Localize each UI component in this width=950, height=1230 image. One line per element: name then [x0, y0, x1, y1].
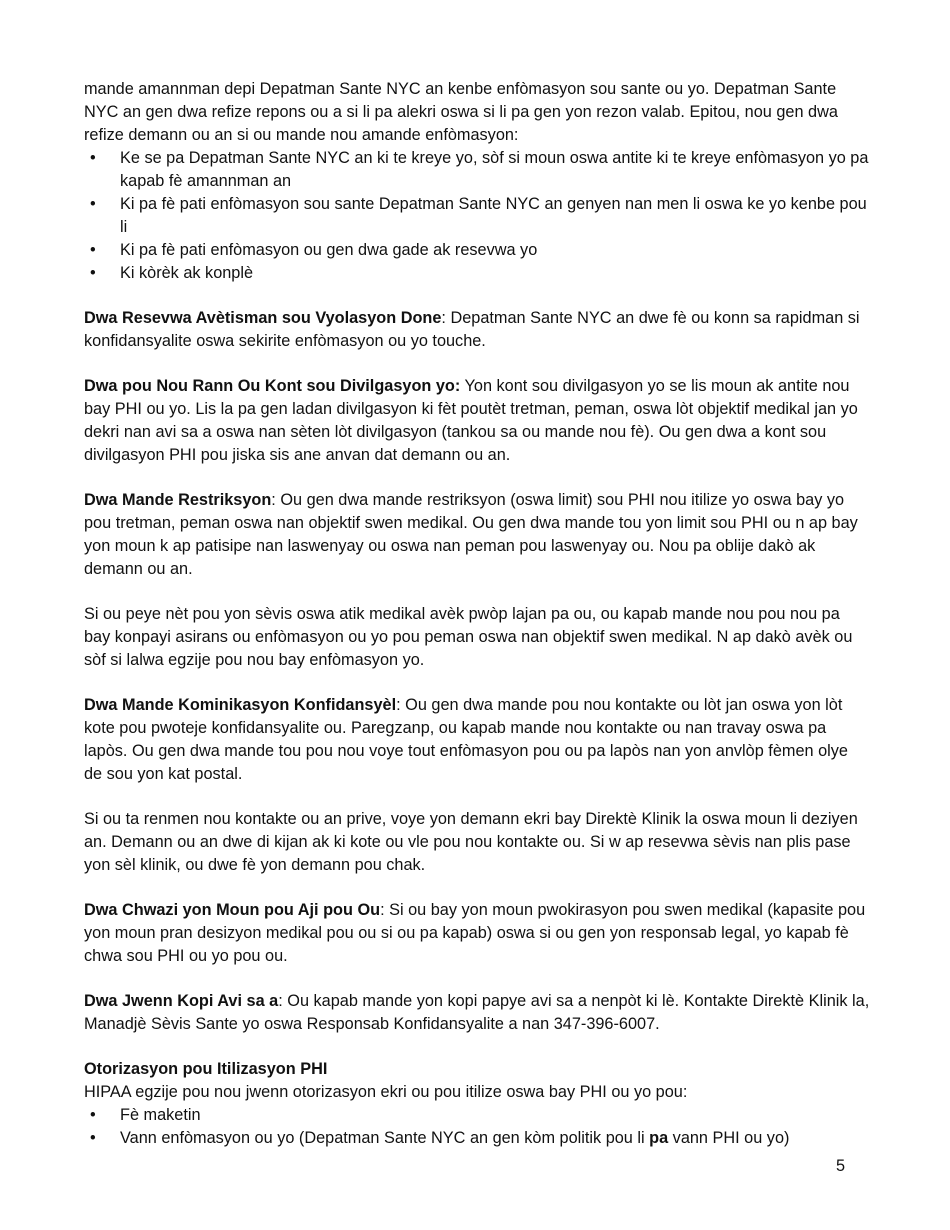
bullet: •	[90, 1129, 96, 1147]
bullet: •	[90, 241, 96, 259]
confidential-communication-paragraph: Dwa Mande Kominikasyon Konfidansyèl: Ou gen dwa mande pou nou kontakte ou lòt jan oswa yon lòt kote pou pwoteje konfidansyalite ou. Paregzanp, ou kapab mande nou kontakte ou nan travay oswa pa lapòs. Ou gen dwa mande tou pou nou voye tout enfòmasyon pou ou pa lapòs nan yon anvlòp fèmen olye de sou yon kat postal.	[84, 696, 848, 783]
bullet: •	[90, 149, 96, 167]
authorization-list	[84, 1104, 870, 1150]
list-item: • Ke se pa Depatman Sante NYC an ki te kreye yo, sòf si moun oswa antite ki te kreye enfòmasyon yo pa kapab fè amannman an	[90, 149, 869, 190]
list-item: • Ki pa fè pati enfòmasyon ou gen dwa gade ak resevwa yo	[84, 239, 870, 262]
accounting-paragraph: Dwa pou Nou Rann Ou Kont sou Divilgasyon yo: Yon kont sou divilgasyon yo se lis moun ak antite nou bay PHI ou yo. Lis la pa gen ladan divilgasyon ki fèt poutèt tretman, peman, oswa lòt objektif medikal jan yo dekri nan avi sa a oswa nan sèten lòt divilgasyon (tankou sa ou mande nou fè). Ou gen dwa a kont sou divilgasyon PHI pou jiska sis ane anvan dat demann ou an.	[84, 377, 858, 464]
section-heading: Dwa Jwenn Kopi Avi sa a	[84, 992, 279, 1010]
document-page	[84, 78, 870, 1150]
list-item: • Ki pa fè pati enfòmasyon sou sante Depatman Sante NYC an genyen nan men li oswa ke yo kenbe pou li	[90, 195, 867, 236]
self-pay-paragraph: Si ou peye nèt pou yon sèvis oswa atik medikal avèk pwòp lajan pa ou, ou kapab mande nou pou nou pa bay konpayi asirans ou enfòmasyon ou yo pou peman oswa nan objektif swen medikal. N ap dakò avèk ou sòf si lalwa egzije pou nou bay enfòmasyon yo.	[84, 605, 853, 669]
page-number: 5	[836, 1157, 846, 1175]
authorization-heading: Otorizasyon pou Itilizasyon PHI	[84, 1060, 328, 1078]
section-heading: Dwa Chwazi yon Moun pou Aji pou Ou	[84, 901, 381, 919]
list-item: • Vann enfòmasyon ou yo (Depatman Sante NYC an gen kòm politik pou li pa vann PHI ou yo)	[84, 1127, 870, 1150]
representative-paragraph: Dwa Chwazi yon Moun pou Aji pou Ou: Si ou bay yon moun pwokirasyon pou swen medikal (kapasite pou yon moun pran desizyon medikal pou ou si ou pa kapab) oswa si ou gen yon responsab legal, yo kapab fè chwa sou PHI ou yo pou ou.	[84, 901, 866, 965]
amendment-denial-list	[84, 147, 870, 285]
list-item: • Fè maketin	[84, 1104, 870, 1127]
section-heading: Dwa Mande Restriksyon	[84, 491, 272, 509]
section-heading: Dwa Resevwa Avètisman sou Vyolasyon Done	[84, 309, 442, 327]
section-heading: Dwa Mande Kominikasyon Konfidansyèl	[84, 696, 397, 714]
restrictions-paragraph: Dwa Mande Restriksyon: Ou gen dwa mande restriksyon (oswa limit) sou PHI nou itilize yo oswa bay yo pou tretman, peman oswa nan objektif swen medikal. Ou gen dwa mande tou yon limit sou PHI ou n ap bay yon moun k ap patisipe nan laswenyay ou oswa nan peman pou laswenyay ou. Nou pa oblije dakò ak demann ou an.	[84, 491, 858, 578]
breach-notice-paragraph: Dwa Resevwa Avètisman sou Vyolasyon Done: Depatman Sante NYC an dwe fè ou konn sa rapidman si konfidansyalite oswa sekirite enfòmasyon ou yo touche.	[84, 309, 860, 350]
private-contact-paragraph: Si ou ta renmen nou kontakte ou an prive, voye yon demann ekri bay Direktè Klinik la oswa moun li deziyen an. Demann ou an dwe di kijan ak ki kote ou vle pou nou kontakte ou. Si w ap resevwa sèvis nan plis pase yon sèl klinik, ou dwe fè yon demann pou chak.	[84, 810, 858, 874]
authorization-paragraph: HIPAA egzije pou nou jwenn otorizasyon ekri ou pou itilize oswa bay PHI ou yo pou:	[84, 1083, 688, 1101]
notice-copy-paragraph: Dwa Jwenn Kopi Avi sa a: Ou kapab mande yon kopi papye avi sa a nenpòt ki lè. Kontakte Direktè Klinik la, Manadjè Sèvis Sante yo oswa Responsab Konfidansyalite a nan 347-396-6007.	[84, 992, 870, 1033]
bullet: •	[90, 264, 96, 282]
intro-paragraph: mande amannman depi Depatman Sante NYC an kenbe enfòmasyon sou sante ou yo. Depatman Sante NYC an gen dwa refize repons ou a si li pa alekri oswa si li pa gen yon rezon valab. Epitou, nou gen dwa refize demann ou an si ou mande nou amande enfòmasyon:	[84, 80, 838, 144]
bullet: •	[90, 1106, 96, 1124]
bullet: •	[90, 195, 96, 213]
list-item: • Ki kòrèk ak konplè	[84, 262, 870, 285]
section-heading: Dwa pou Nou Rann Ou Kont sou Divilgasyon yo:	[84, 377, 461, 395]
